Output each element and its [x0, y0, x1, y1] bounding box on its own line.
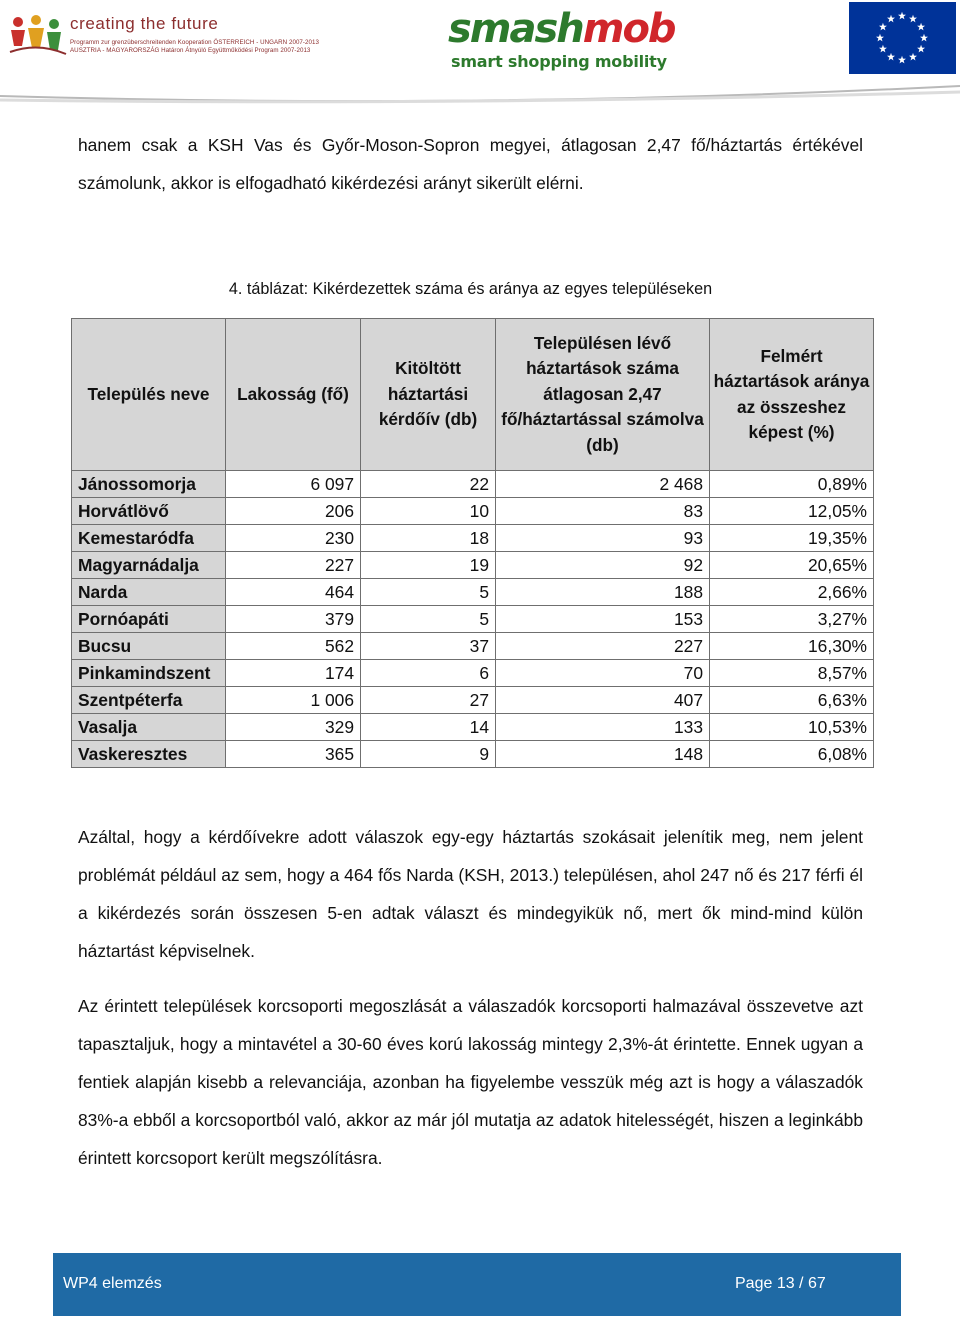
cell-settlement: Pornóapáti [72, 606, 226, 633]
table-row [72, 579, 874, 606]
page-header [0, 0, 960, 110]
smashmob-tagline: smart shopping mobility [451, 52, 667, 71]
cell-ratio: 12,05% [710, 498, 874, 525]
column-header-completed-surveys: Kitöltött háztartási kérdőív (db) [361, 319, 496, 471]
table-header-row [72, 319, 874, 471]
cell-households: 92 [496, 552, 710, 579]
cell-households: 133 [496, 714, 710, 741]
cell-settlement: Pinkamindszent [72, 660, 226, 687]
column-header-settlement: Település neve [72, 319, 226, 471]
column-header-population: Lakosság (fő) [226, 319, 361, 471]
page-number: Page 13 / 67 [735, 1275, 826, 1292]
cell-population: 379 [226, 606, 361, 633]
cell-households: 2 468 [496, 471, 710, 498]
cell-population: 365 [226, 741, 361, 768]
cell-households: 153 [496, 606, 710, 633]
logo-title: creating the future [70, 14, 219, 33]
cell-settlement: Szentpéterfa [72, 687, 226, 714]
cell-ratio: 10,53% [710, 714, 874, 741]
cell-surveys: 14 [361, 714, 496, 741]
cell-ratio: 19,35% [710, 525, 874, 552]
cell-settlement: Vaskeresztes [72, 741, 226, 768]
table-caption: 4. táblázat: Kikérdezettek száma és aránya az egyes településeken [228, 280, 713, 298]
cell-settlement: Vasalja [72, 714, 226, 741]
cell-population: 464 [226, 579, 361, 606]
cell-population: 6 097 [226, 471, 361, 498]
column-header-households: Településen lévő háztartások száma átlagosan 2,47 fő/háztartással számolva (db) [496, 319, 710, 471]
body-paragraph-2: Az érintett települések korcsoporti megoszlását a válaszadók korcsoporti halmazával összevetve azt tapasztaljuk, hogy a mintavétel a 30-60 éves korú lakosság mintegy 2,3%-át érintette. Ennek ugyan a fentiek alapján kisebb a relevanciája, azonban ha figyelembe vesszük még azt is hogy a válaszadók 83%-a ebből a korcsoportból való, akkor az már jól mutatja az adatok hitelességét, hiszen a leginkább érintett korcsoport került megszólításra. [78, 996, 863, 1168]
cell-settlement: Magyarnádalja [72, 552, 226, 579]
cell-ratio: 0,89% [710, 471, 874, 498]
cell-ratio: 20,65% [710, 552, 874, 579]
column-header-ratio: Felmért háztartások aránya az összeshez képest (%) [710, 319, 874, 471]
table-row [72, 498, 874, 525]
table-row [72, 606, 874, 633]
cell-population: 329 [226, 714, 361, 741]
header-divider [0, 80, 960, 110]
data-table [71, 318, 874, 768]
logo-subtitle-hu: AUSZTRIA - MAGYARORSZÁG Határon Átnyúló Együttműködési Program 2007-2013 [70, 47, 311, 54]
cell-population: 562 [226, 633, 361, 660]
cell-households: 227 [496, 633, 710, 660]
cell-settlement: Jánossomorja [72, 471, 226, 498]
creating-the-future-logo [8, 12, 318, 64]
table-row [72, 714, 874, 741]
cell-surveys: 6 [361, 660, 496, 687]
table-row [72, 687, 874, 714]
table-row [72, 660, 874, 687]
cell-households: 188 [496, 579, 710, 606]
table-row [72, 525, 874, 552]
cell-ratio: 6,08% [710, 741, 874, 768]
cell-surveys: 27 [361, 687, 496, 714]
cell-ratio: 6,63% [710, 687, 874, 714]
cell-settlement: Narda [72, 579, 226, 606]
cell-ratio: 3,27% [710, 606, 874, 633]
cell-ratio: 16,30% [710, 633, 874, 660]
cell-settlement: Kemestaródfa [72, 525, 226, 552]
cell-surveys: 9 [361, 741, 496, 768]
intro-paragraph: hanem csak a KSH Vas és Győr-Moson-Sopron megyei, átlagosan 2,47 fő/háztartás értékével számolunk, akkor is elfogadható kikérdezési arányt sikerült elérni. [78, 135, 863, 193]
cell-population: 206 [226, 498, 361, 525]
cell-households: 83 [496, 498, 710, 525]
smashmob-logo [448, 6, 675, 76]
table-row [72, 741, 874, 768]
cell-surveys: 10 [361, 498, 496, 525]
table-row [72, 633, 874, 660]
cell-settlement: Horvátlövő [72, 498, 226, 525]
cell-households: 93 [496, 525, 710, 552]
cell-surveys: 5 [361, 579, 496, 606]
footer-document-label: WP4 elemzés [63, 1275, 162, 1292]
cell-ratio: 2,66% [710, 579, 874, 606]
cell-households: 70 [496, 660, 710, 687]
cell-households: 148 [496, 741, 710, 768]
cell-surveys: 22 [361, 471, 496, 498]
smashmob-wordmark: smashmob [448, 6, 675, 52]
eu-flag-icon [849, 2, 956, 74]
cell-population: 227 [226, 552, 361, 579]
cell-surveys: 19 [361, 552, 496, 579]
page-footer [53, 1253, 901, 1316]
cell-surveys: 18 [361, 525, 496, 552]
people-figures-icon [8, 12, 68, 62]
table-row [72, 471, 874, 498]
cell-surveys: 37 [361, 633, 496, 660]
table-row [72, 552, 874, 579]
cell-surveys: 5 [361, 606, 496, 633]
cell-settlement: Bucsu [72, 633, 226, 660]
cell-population: 230 [226, 525, 361, 552]
body-paragraph-1: Azáltal, hogy a kérdőívekre adott válaszok egy-egy háztartás szokásait jelenítik meg, nem jelent problémát például az sem, hogy a 464 fős Narda (KSH, 2013.) településen, ahol 247 nő és 217 férfi él a kikérdezés során összesen 5-en adtak választ és mindegyikük nő, mert ők mind-mind külön háztartást képviselnek. [78, 827, 863, 961]
cell-households: 407 [496, 687, 710, 714]
cell-population: 1 006 [226, 687, 361, 714]
logo-subtitle-de: Programm zur grenzüberschreitenden Kooperation ÖSTERREICH - UNGARN 2007-2013 [70, 39, 319, 46]
cell-population: 174 [226, 660, 361, 687]
cell-ratio: 8,57% [710, 660, 874, 687]
